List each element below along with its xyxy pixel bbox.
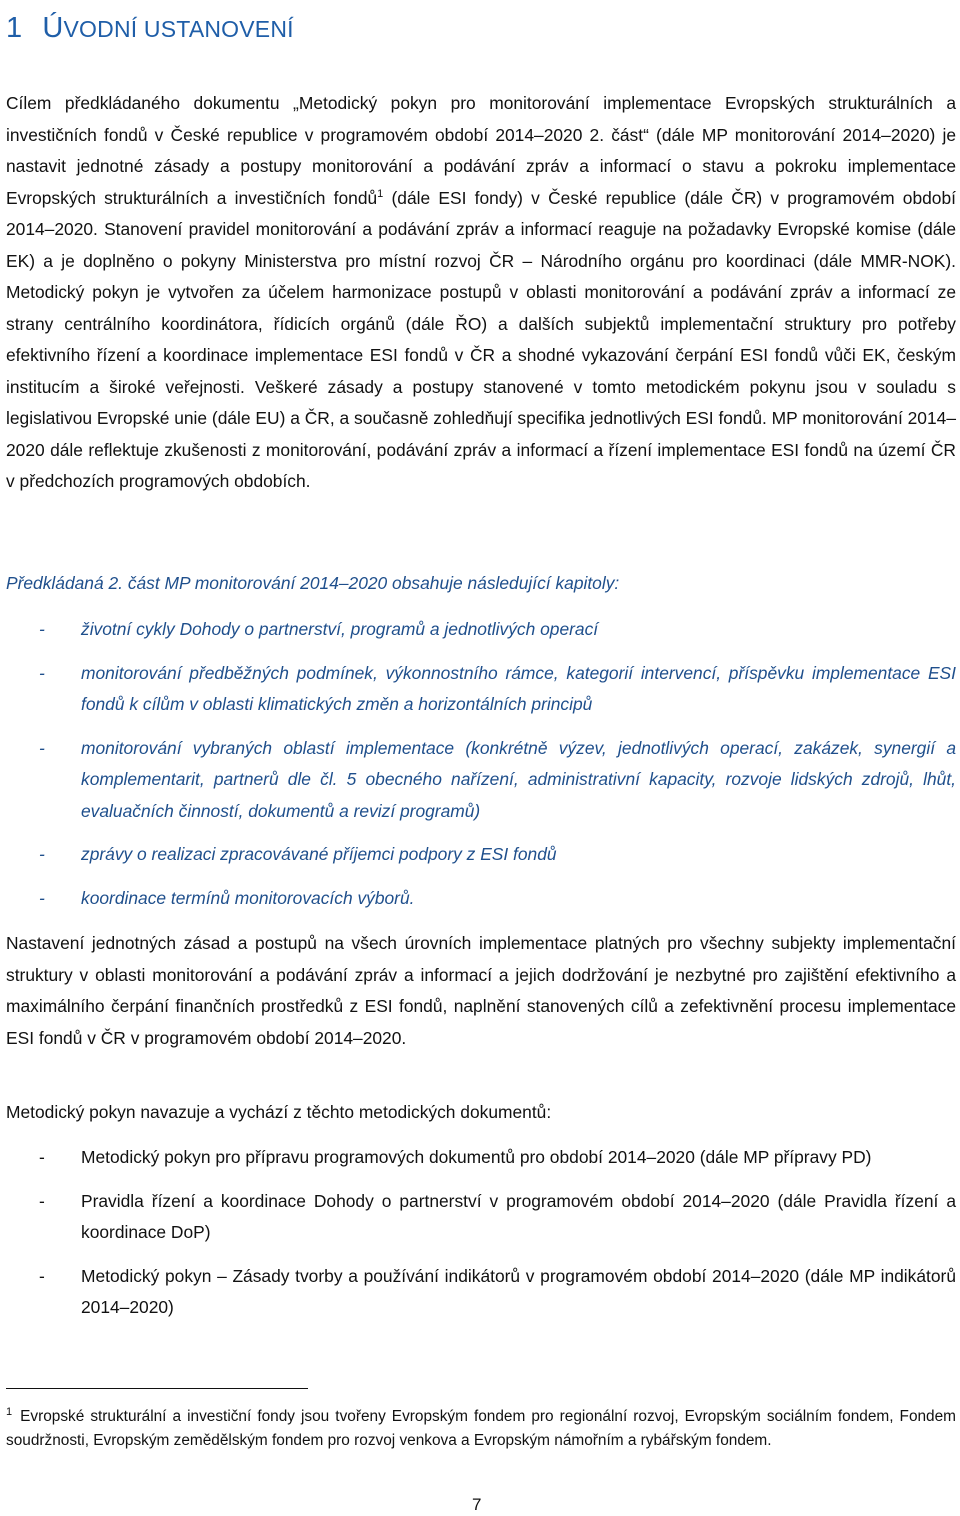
footnote-reference[interactable]: 1: [377, 187, 384, 200]
footnote-divider: [6, 1388, 308, 1389]
list-item: [6, 614, 956, 646]
list-marker: -: [39, 1147, 45, 1167]
footnote: [6, 1405, 956, 1452]
document-item-text: Metodický pokyn – Zásady tvorby a používání indikátorů v programovém období 2014–2020 (dále MP indikátorů 2014–2020): [81, 1265, 956, 1317]
footnote-text: Evropské strukturální a investiční fondy jsou tvořeny Evropským fondem pro regionální rozvoj, Evropským sociálním fondem, Fondem soudržnosti, Evropským zemědělským fondem pro rozvoj venkova a Evropským námořním a rybářským fondem.: [6, 1408, 956, 1449]
chapter-item-text: zprávy o realizaci zpracovávané příjemci podpory z ESI fondů: [81, 844, 557, 864]
list-marker: -: [39, 844, 45, 864]
list-item: [6, 658, 956, 721]
chapter-item-text: koordinace termínů monitorovacích výborů.: [81, 887, 415, 908]
chapters-list: [6, 614, 956, 914]
intro-text-b: (dále ESI fondy) v České republice (dále ČR) v programovém období 2014–2020. Stanovení pravidel monitorování a podávání zpráv a informací reaguje na požadavky Evropské komise (dále EK) a je doplněno o pokyny Ministerstva pro místní rozvoj ČR – Národního orgánu pro koordinaci (dále MMR-NOK). Metodický pokyn je vytvořen za účelem harmonizace postupů v oblasti monitorování a podávání zpráv a informací ze strany centrálního koordinátora, řídicích orgánů (dále ŘO) a dalších subjektů implementační struktury pro potřeby efektivního řízení a koordinace implementace ESI fondů v ČR a shodné vykazování čerpání ESI fondů vůči EK, českým institucím a široké veřejnosti. Veškeré zásady a postupy stanovené v tomto metodickém pokynu jsou v souladu s legislativou Evropské unie (dále EU) a ČR, a současně zohledňují specifika jednotlivých ESI fondů. MP monitorování 2014–2020 dále reflektuje zkušenosti z monitorování, podávání zpráv a informací a řízení implementace ESI fondů na území ČR v předchozích programových obdobích.: [6, 187, 956, 491]
chapters-intro: Předkládaná 2. část MP monitorování 2014–2020 obsahuje následující kapitoly:: [6, 573, 620, 593]
list-item: [6, 839, 956, 871]
list-marker: -: [39, 662, 45, 683]
documents-intro: Metodický pokyn navazuje a vychází z těchto metodických dokumentů:: [6, 1102, 552, 1122]
document-item-text: Pravidla řízení a koordinace Dohody o partnerství v programovém období 2014–2020 (dále Pravidla řízení a koordinace DoP): [81, 1190, 956, 1242]
section-heading: [6, 12, 294, 45]
document-item-text: Metodický pokyn pro přípravu programových dokumentů pro období 2014–2020 (dále MP přípravy PD): [81, 1147, 872, 1167]
list-marker: -: [39, 887, 45, 908]
list-item: [6, 1186, 956, 1249]
page-number: 7: [472, 1495, 482, 1514]
section-title-first-letter: Ú: [42, 12, 64, 44]
list-marker: -: [39, 619, 45, 639]
setting-paragraph: Nastavení jednotných zásad a postupů na všech úrovních implementace platných pro všechny subjekty implementační struktury v oblasti monitorování a podávání zpráv a informací a jejich dodržování je nezbytné pro zajištění efektivního a maximálního čerpání finančních prostředků z ESI fondů, naplnění stanovených cílů a zefektivnění procesu implementace ESI fondů v ČR v programovém období 2014–2020.: [6, 933, 956, 1048]
section-number: 1: [6, 12, 23, 44]
list-item: [6, 1261, 956, 1324]
list-item: [6, 733, 956, 828]
chapter-item-text: monitorování vybraných oblastí implementace (konkrétně výzev, jednotlivých operací, zakázek, synergií a komplementarit, partnerů dle čl. 5 obecného nařízení, administrativní kapacity, rozvoje lidských zdrojů, lhůt, evaluačních činností, dokumentů a revizí programů): [81, 737, 956, 821]
intro-text-a: Cílem předkládaného dokumentu „Metodický pokyn pro monitorování implementace Evropských strukturálních a investičních fondů v České republice v programovém období 2014–2020 2. část“ (dále MP monitorování 2014–2020) je nastavit jednotné zásady a postupy monitorování a podávání zpráv a informací o stavu a pokroku implementace Evropských strukturálních a investičních fondů: [6, 93, 956, 208]
list-item: [6, 1142, 956, 1174]
list-marker: -: [39, 737, 45, 758]
list-marker: -: [39, 1190, 45, 1211]
list-marker: -: [39, 1265, 45, 1286]
list-item: [6, 883, 956, 915]
chapter-item-text: monitorování předběžných podmínek, výkonnostního rámce, kategorií intervencí, příspěvku implementace ESI fondů k cílům v oblasti klimatických změn a horizontálních principů: [81, 662, 956, 714]
intro-paragraph: [6, 88, 956, 498]
section-title: VODNÍ USTANOVENÍ: [63, 16, 294, 42]
chapter-item-text: životní cykly Dohody o partnerství, programů a jednotlivých operací: [81, 619, 599, 639]
documents-list: [6, 1142, 956, 1324]
footnote-number: 1: [6, 1406, 13, 1418]
